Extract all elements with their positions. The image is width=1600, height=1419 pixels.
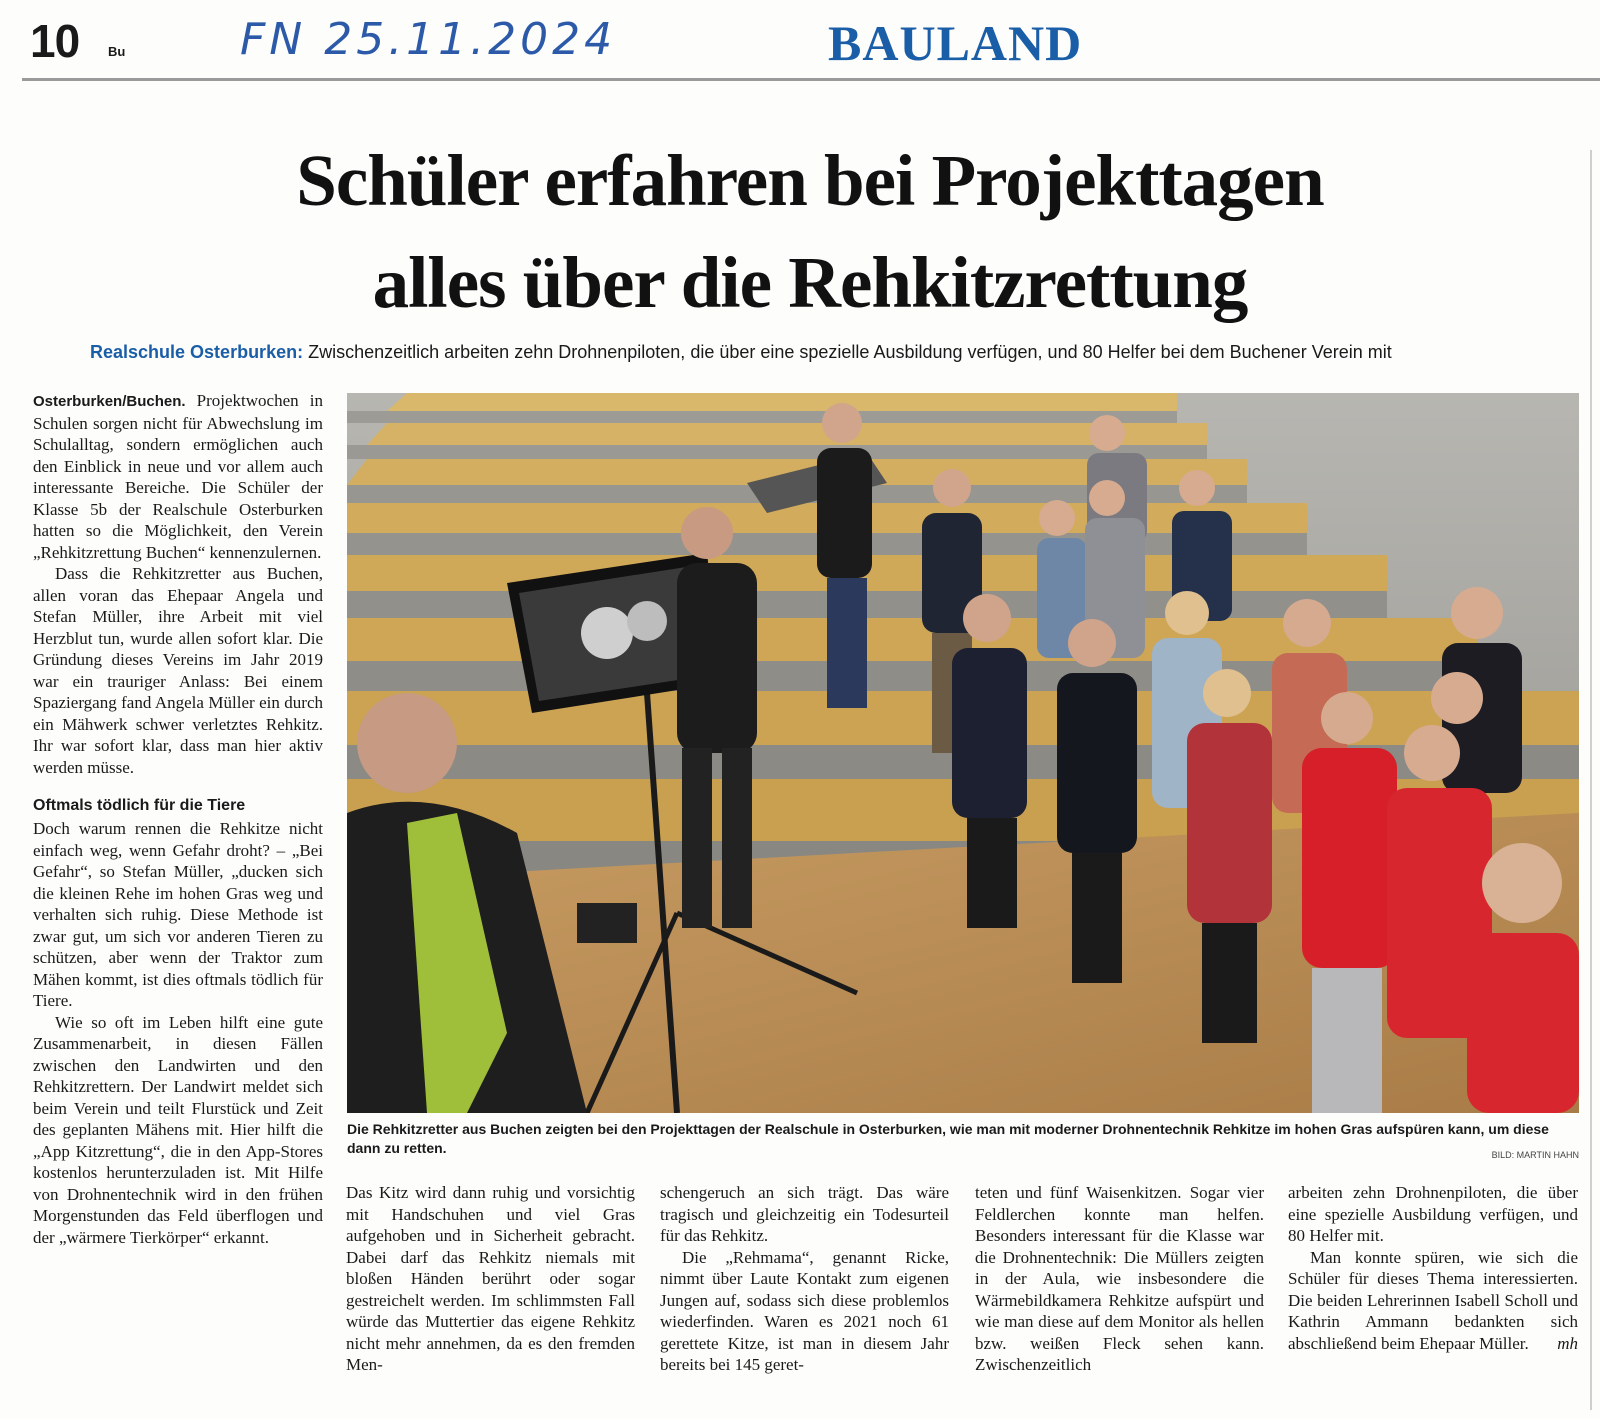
handwritten-date-note: FN 25.11.2024 bbox=[240, 14, 617, 65]
edition-code: Bu bbox=[108, 44, 126, 59]
paragraph-1: Projektwochen in Schulen sorgen nicht für Abwechslung im Schulalltag, sondern ermöglichen auch den Einblick in neue und vor allem auch interessante Bereiche. Die Schüler der Klasse 5b der Realschule Osterburken hatten so die Möglichkeit, den Verein „Rehkitzrettung Buchen“ kennenzulernen. bbox=[33, 391, 323, 562]
paragraph-3: Doch warum rennen die Rehkitze nicht einfach weg, wenn Gefahr droht? – „Bei Gefahr“, so Stefan Müller, „ducken sich die kleinen Rehe im hohen Gras weg und verhalten sich ruhig. Diese Methode ist zwar gut, um sich vor anderen Tieren zu schützen, aber wenn der Traktor zum Mähen kommt, ist dies oftmals tödlich für Tiere. bbox=[33, 819, 323, 1010]
page-edge-line bbox=[1590, 150, 1592, 1410]
dateline: Osterburken/Buchen. bbox=[33, 393, 186, 410]
column-5-paragraph-2-text: Man konnte spüren, wie sich die Schüler für dieses Thema interessierten. Die beiden Lehrerinnen Isabell Scholl und Kathrin Ammann bedankten sich abschließend beim Ehepaar Müller. bbox=[1288, 1247, 1578, 1353]
section-title: BAULAND bbox=[828, 15, 1083, 71]
article-column-1 bbox=[33, 390, 323, 1248]
paragraph-2: Dass die Rehkitzretter aus Buchen, allen voran das Ehepaar Angela und Stefan Müller, ihre Arbeit mit viel Herzblut tun, wurde allen sofort klar. Die Gründung dieses Vereins im Jahr 2019 war ein trauriger Anlass: Bei einem Spaziergang fand Angela Müller ein durch ein Mähwerk schwer verletztes Rehkitz. Ihr war sofort klar, dass man hier aktiv werden müsse. bbox=[33, 564, 323, 777]
subhead-text: Zwischenzeitlich arbeiten zehn Drohnenpiloten, die über eine spezielle Ausbildung verfügen, und 80 Helfer bei dem Buchener Verein mit bbox=[308, 342, 1392, 362]
column-2-text: Das Kitz wird dann ruhig und vorsichtig mit Handschuhen und viel Gras aufgehoben und in Sicherheit gebracht. Dabei darf das Rehkitz niemals mit bloßen Händen berührt oder sogar gestreichelt werden. Im schlimmsten Fall würde das Muttertier das eigene Rehkitz nicht mehr annehmen, da es den fremden Men- bbox=[346, 1183, 635, 1374]
column-5-paragraph-2 bbox=[1288, 1247, 1578, 1355]
header-rule bbox=[22, 78, 1600, 81]
subheading: Oftmals tödlich für die Tiere bbox=[33, 797, 246, 814]
article-column-5 bbox=[1288, 1182, 1578, 1354]
subheadline bbox=[90, 340, 1570, 364]
paragraph-4: Wie so oft im Leben hilft eine gute Zusammenarbeit, in diesen Fällen zwischen den Landwirten und den Rehkitzrettern. Der Landwirt meldet sich beim Verein und teilt Flurstück und Zeit des geplanten Mähens mit. Hier hilft die „App Kitzrettung“, die in den App-Stores kostenlos herunterzuladen ist. Mit Hilfe von Drohnentechnik wird in den frühen Morgenstunden das Feld überflogen und der „wärmere Tierkörper“ erkannt. bbox=[33, 1012, 323, 1247]
headline-line-1: Schüler erfahren bei Projekttagen bbox=[296, 140, 1324, 221]
column-4-text: teten und fünf Waisenkitzen. Sogar vier Feldlerchen konnte man helfen. Besonders interessant für die Klasse war die Drohnentechnik: Die Müllers zeigten in der Aula, wie insbesondere die Wärmebildkamera Rehkitze aufspürt und wie man diese auf dem Monitor als hellen bzw. weißen Fleck sehen kann. Zwischenzeitlich bbox=[975, 1183, 1264, 1374]
article-column-2 bbox=[346, 1182, 635, 1376]
article-column-3 bbox=[660, 1182, 949, 1376]
photo-credit: BILD: MARTIN HAHN bbox=[1491, 1150, 1579, 1160]
column-5-paragraph-1: arbeiten zehn Drohnenpiloten, die über eine spezielle Ausbildung verfügen, und 80 Helfer mit. bbox=[1288, 1183, 1578, 1245]
column-3-paragraph-1: schengeruch an sich trägt. Das wäre tragisch und gleichzeitig ein Todesurteil für das Rehkitz. bbox=[660, 1183, 949, 1245]
author-signoff: mh bbox=[1557, 1333, 1578, 1353]
headline-line-2: alles über die Rehkitzrettung bbox=[372, 242, 1248, 323]
page-number: 10 bbox=[30, 15, 80, 67]
article-photo bbox=[347, 393, 1579, 1113]
subhead-kicker: Realschule Osterburken: bbox=[90, 342, 304, 362]
photo-caption: Die Rehkitzretter aus Buchen zeigten bei den Projekttagen der Realschule in Osterburken, wie man mit moderner Drohnentechnik Rehkitze im hohen Gras aufspüren kann, um diese dann zu retten. bbox=[347, 1121, 1549, 1156]
column-3-paragraph-2: Die „Rehmama“, genannt Ricke, nimmt über Laute Kontakt zum eigenen Jungen auf, sodass sich diese problemlos wiederfinden. Waren es 2021 noch 61 gerettete Kitze, ist man in diesem Jahr bereits bei 145 geret- bbox=[660, 1247, 949, 1374]
headline bbox=[20, 130, 1600, 334]
article-column-4 bbox=[975, 1182, 1264, 1376]
